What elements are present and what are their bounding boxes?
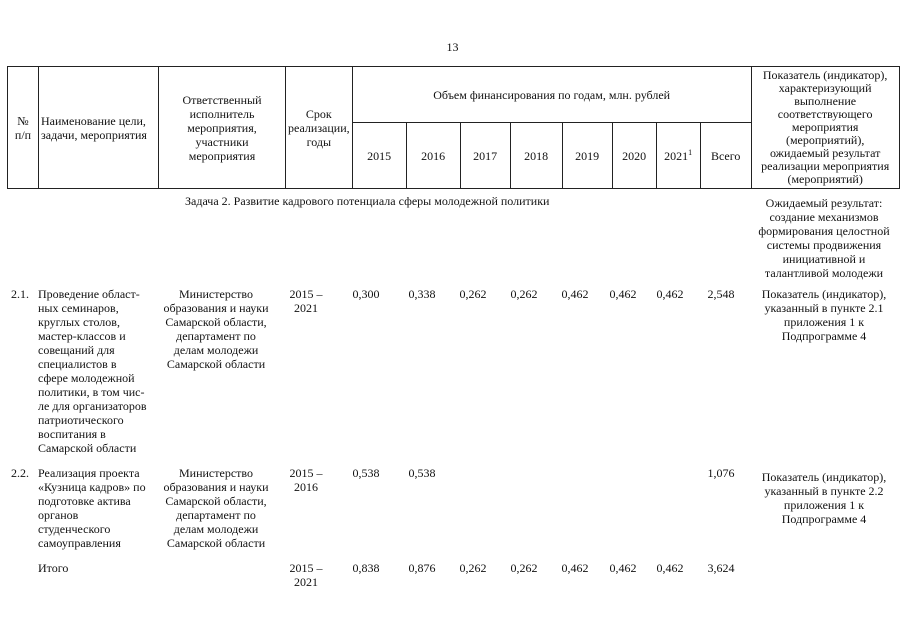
header-year: 2020 [612,123,656,189]
total-value-total: 3,624 [707,561,735,575]
row-number: 2.1. [11,287,29,301]
row-value-2016: 0,338 [408,287,436,301]
total-value-2015: 0,838 [352,561,380,575]
header-year: 2016 [406,123,460,189]
row-value-2017: 0,262 [459,287,487,301]
header-name: Наименование цели, задачи, мероприятия [39,67,159,189]
header-term: Срок реализации, годы [286,67,353,189]
row-name: Проведение област- ных семинаров, круглых столов, мастер-классов и совещаний для специалистов в сфере молодежной политики, в том чис- ле для организаторов патриотического воспитания в Самарской области [38,287,147,455]
row-value-2019: 0,462 [561,287,589,301]
row-responsible: Министерство образования и науки Самарской области, департамент по делам молодежи Самарской области [163,287,269,371]
total-value-2020: 0,462 [609,561,637,575]
row-number: 2.2. [11,466,29,480]
total-value-2016: 0,876 [408,561,436,575]
row-term: 2015 – 2021 [289,287,323,315]
header-table [7,66,900,189]
header-total: Всего [700,123,751,189]
header-year: 2015 [352,123,406,189]
page-number: 13 [446,40,459,54]
row-value-total: 2,548 [707,287,735,301]
task-expected-result: Ожидаемый результат: создание механизмов формирования целостной системы продвижения инициативной и талантливой молодежи [758,196,890,280]
row-name: Реализация проекта «Кузница кадров» по подготовке актива органов студенческого самоуправления [38,466,146,550]
row-value-2021: 0,462 [656,287,684,301]
row-responsible: Министерство образования и науки Самарской области, департамент по делам молодежи Самарской области [163,466,269,550]
header-num: № п/п [8,67,39,189]
header-year: 2017 [460,123,510,189]
row-value-2015: 0,538 [352,466,380,480]
total-value-2019: 0,462 [561,561,589,575]
total-value-2018: 0,262 [510,561,538,575]
header-year: 2018 [510,123,562,189]
row-value-2018: 0,262 [510,287,538,301]
footnote-marker: 1 [688,147,693,157]
header-year-label: 2021 [664,148,689,163]
row-indicator: Показатель (индикатор), указанный в пункте 2.1 приложения 1 к Подпрограмме 4 [761,287,887,343]
header-funding: Объем финансирования по годам, млн. рублей [352,67,751,123]
header-year: 2019 [562,123,612,189]
row-value-2016: 0,538 [408,466,436,480]
header-year-2021 [656,123,700,189]
row-value-2015: 0,300 [352,287,380,301]
row-indicator: Показатель (индикатор), указанный в пункте 2.2 приложения 1 к Подпрограмме 4 [761,470,887,526]
row-term: 2015 – 2016 [289,466,323,494]
task-title: Задача 2. Развитие кадрового потенциала сферы молодежной политики [185,194,550,208]
total-term: 2015 – 2021 [289,561,323,589]
row-value-2020: 0,462 [609,287,637,301]
total-value-2021: 0,462 [656,561,684,575]
header-indicator: Показатель (индикатор), характеризующий выполнение соответствующего мероприятия (мероприятий), ожидаемый результат реализации мероприятия (мероприятий) [751,67,899,189]
row-value-total: 1,076 [707,466,735,480]
header-responsible: Ответственный исполнитель мероприятия, участники мероприятия [159,67,286,189]
total-label: Итого [38,561,69,575]
total-value-2017: 0,262 [459,561,487,575]
